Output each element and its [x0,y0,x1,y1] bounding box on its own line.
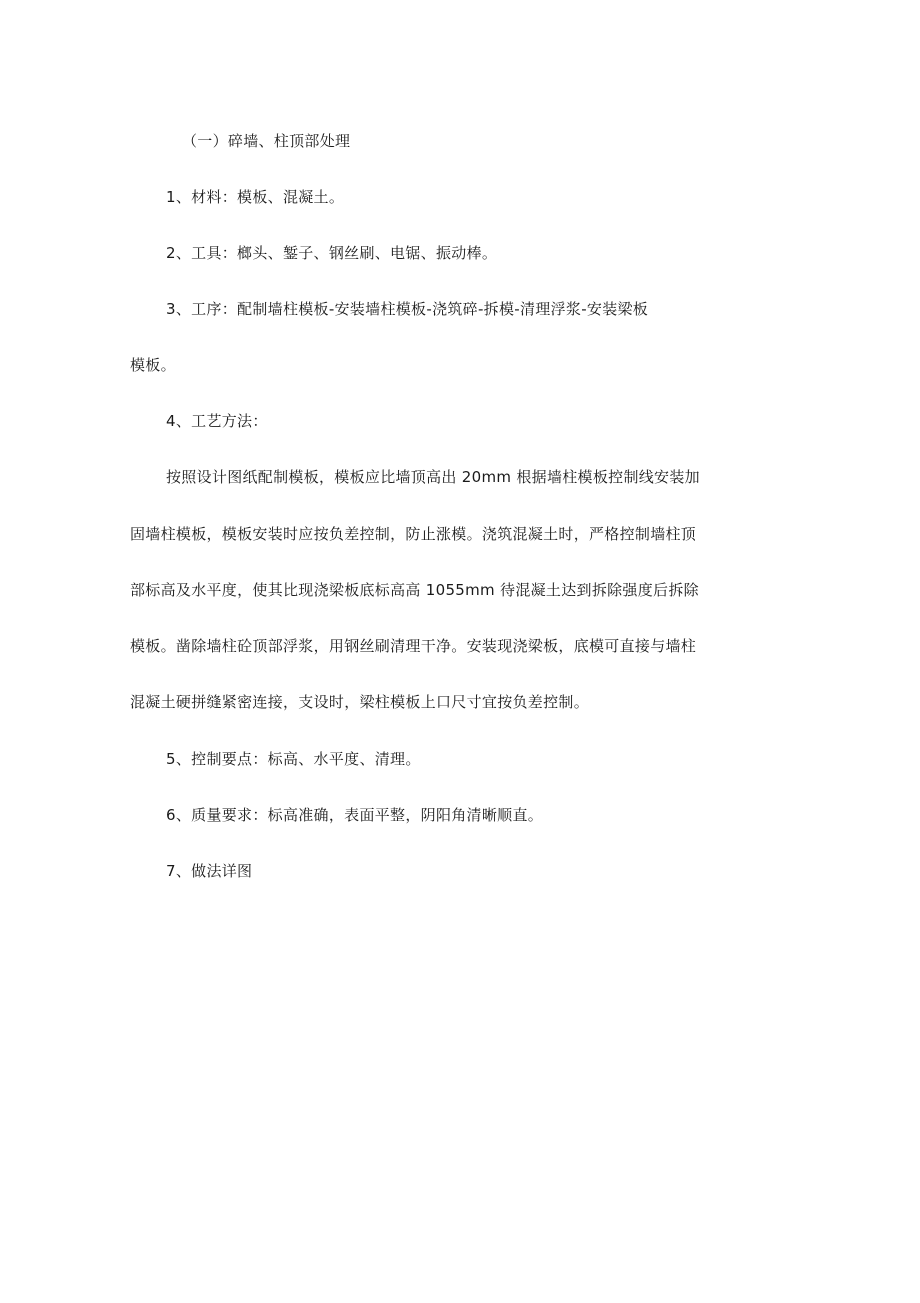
item-process-line-1: 3、工序：配制墙柱模板-安装墙柱模板-浇筑碎-拆模-清理浮浆-安装梁板 [166,300,649,318]
method-paragraph-line-4: 模板。凿除墙柱砼顶部浮浆，用钢丝刷清理干净。安装现浇梁板，底模可直接与墙柱 [130,637,697,655]
item-process-line-2: 模板。 [130,356,176,374]
section-title: （一）碎墙、柱顶部处理 [182,132,351,150]
method-paragraph-line-2: 固墙柱模板，模板安装时应按负差控制，防止涨模。浇筑混凝土时，严格控制墙柱顶 [130,525,697,543]
method-paragraph-line-1: 按照设计图纸配制模板，模板应比墙顶高出 20mm 根据墙柱模板控制线安装加 [166,468,700,486]
item-materials: 1、材料：模板、混凝土。 [166,188,345,206]
item-quality: 6、质量要求：标高准确，表面平整，阴阳角清晰顺直。 [166,806,544,824]
method-paragraph-line-3: 部标高及水平度，使其比现浇梁板底标高高 1055mm 待混凝土达到拆除强度后拆除 [130,581,699,599]
method-paragraph-line-5: 混凝土硬拼缝紧密连接，支设时，梁柱模板上口尺寸宜按负差控制。 [130,693,590,711]
item-control-points: 5、控制要点：标高、水平度、清理。 [166,750,421,768]
item-tools: 2、工具：榔头、錾子、钢丝刷、电锯、振动棒。 [166,244,498,262]
item-detail-drawing: 7、做法详图 [166,862,253,880]
item-method-heading: 4、工艺方法： [166,412,268,430]
